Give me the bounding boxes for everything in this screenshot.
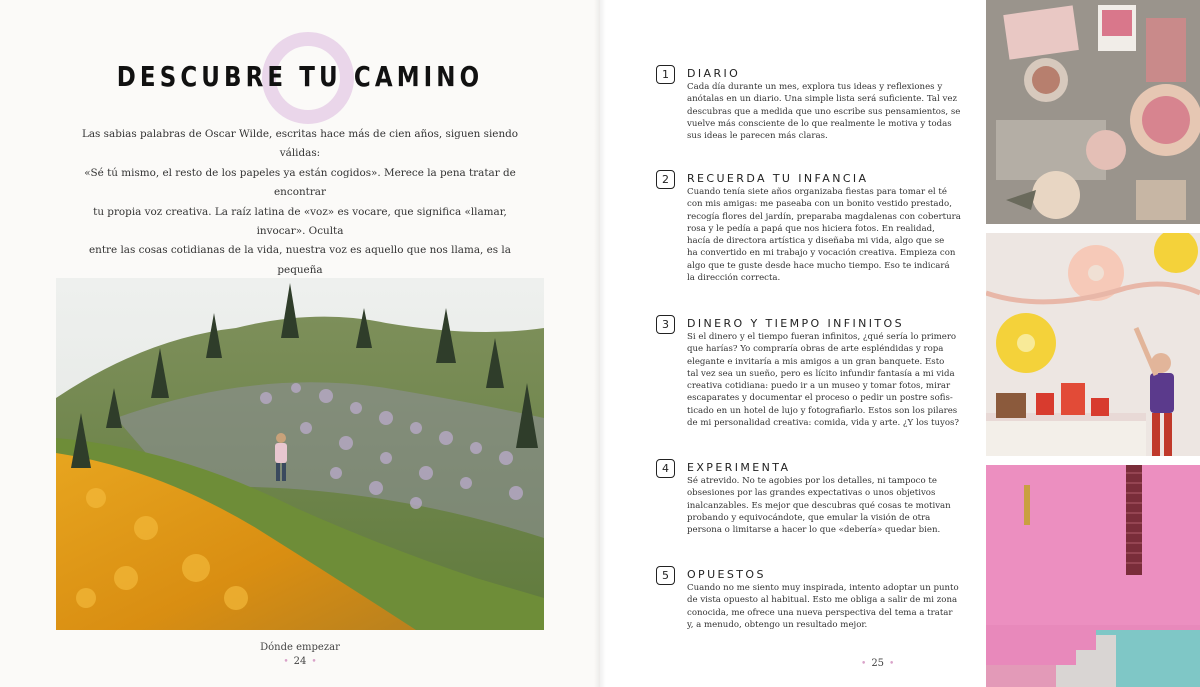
dot-icon: • (861, 659, 867, 669)
body-line: rosa y le pedía a papá que nos hiciera fotos. En realidad, (687, 223, 935, 234)
body-line: la dirección correcta. (687, 273, 781, 284)
section-body (687, 331, 965, 429)
section-heading: DINERO Y TIEMPO INFINITOS (687, 317, 904, 330)
section-heading: DIARIO (687, 67, 741, 80)
body-line: tal vez sea un sueño, pero es lícito infundir fantasía a mi vida (687, 368, 955, 379)
title-block (0, 42, 600, 122)
body-line: elegante e invitaría a mis amigos a un gran banquete. Esto (687, 356, 945, 367)
section-number-box: 3 (656, 315, 675, 334)
page-number-right (856, 658, 899, 669)
party-boy-photo (986, 233, 1200, 456)
section-number-box: 1 (656, 65, 675, 84)
section-body (687, 582, 965, 631)
page-number-left (0, 656, 600, 667)
body-line: inalcanzables. Es mejor que descubras qué cosas te motivan (687, 500, 951, 511)
section-body (687, 186, 965, 284)
body-line: Cada día durante un mes, explora tus ideas y reflexiones y (687, 82, 943, 92)
desk-flatlay-photo (986, 0, 1200, 224)
body-line: Cuando tenía siete años organizaba fiestas para tomar el té (687, 187, 947, 197)
body-line: Sé atrevido. No te agobies por los detalles, ni tampoco te (687, 476, 937, 486)
body-line: Si el dinero y el tiempo fueran infinitos, ¿qué sería lo primero (687, 332, 957, 342)
left-footer (0, 642, 600, 667)
body-line: algo que te guste desde hace mucho tiempo. Eso te indicará (687, 260, 950, 271)
body-line: ha convertido en mi trabajo y vocación creativa. Empieza con (687, 248, 956, 259)
body-line: de vista opuesto al habitual. Esto me obliga a salir de mi zona (687, 595, 958, 606)
section-heading: EXPERIMENTA (687, 461, 791, 474)
body-line: creativa cotidiana: puedo ir a un museo y tomar fotos, mirar (687, 381, 951, 392)
body-line: de mi personalidad creativa: comida, vida y arte. ¿Y los tuyos? (687, 418, 960, 429)
body-line: persona o limitarse a hacer lo que «debería» quedar bien. (687, 525, 941, 536)
body-line: y, a menudo, obtengo un resultado mejor. (687, 619, 868, 630)
body-line: Cuando no me siento muy inspirada, intento adoptar un punto (687, 583, 959, 593)
body-line: hacía de directora artística y diseñaba mi vida, algo que se (687, 236, 945, 247)
intro-line: Las sabias palabras de Oscar Wilde, escritas hace más de cien años, siguen siendo válidas: (81, 128, 519, 160)
body-line: anótalas en un diario. Una simple lista será suficiente. Tal vez (687, 94, 957, 105)
body-line: probando y equivocándote, que emular la visión de otra (687, 512, 931, 523)
body-line: vuelve más consciente de lo que realmente le motiva y todas (687, 118, 952, 129)
body-line: ticado en un hotel de lujo y fotografiarlo. Estos son los pilares (687, 405, 958, 416)
body-line: descubras que a medida que uno escribe sus pensamientos, se (687, 106, 961, 117)
section-heading: RECUERDA TU INFANCIA (687, 172, 869, 185)
dot-icon: • (311, 657, 317, 667)
body-line: sus ideas le parecen más claras. (687, 131, 828, 142)
body-line: con mis amigas: me paseaba con un bonito vestido prestado, (687, 199, 952, 210)
intro-line: «Sé tú mismo, el resto de los papeles ya están cogidos». Merece la pena tratar de encontrar (84, 166, 516, 199)
body-line: obsesiones por las grandes expectativas o unos objetivos (687, 488, 936, 499)
section-body (687, 81, 965, 142)
body-line: que harías? Yo compraría obras de arte espléndidas y ropa (687, 344, 944, 355)
body-line: conocida, me ofrece una nueva perspectiva del tema a tratar (687, 607, 953, 618)
section-number-box: 5 (656, 566, 675, 585)
intro-line: entre las cosas cotidianas de la vida, nuestra voz es aquello que nos llama, es la pequeña (89, 244, 511, 276)
intro-line: tu propia voz creativa. La raíz latina de «voz» es vocare, que significa «llamar, invocar». Oculta (93, 205, 507, 238)
page-number-left-value: 24 (293, 656, 307, 667)
section-heading: OPUESTOS (687, 568, 766, 581)
hillside-flowers-photo (56, 278, 544, 630)
section-number-box: 2 (656, 170, 675, 189)
body-line: escaparates y documentar el proceso o pedir un postre sofis- (687, 393, 953, 404)
section-body (687, 475, 965, 536)
section-number-box: 4 (656, 459, 675, 478)
page-title: DESCUBRE TU CAMINO (116, 60, 484, 93)
page-number-right-value: 25 (871, 658, 885, 669)
dot-icon: • (889, 659, 895, 669)
photo-column (986, 0, 1200, 687)
page-gutter (594, 0, 606, 687)
pink-wall-photo (986, 465, 1200, 687)
body-line: recogía flores del jardín, preparaba magdalenas con cobertura (687, 211, 961, 222)
dot-icon: • (283, 657, 289, 667)
chapter-name: Dónde empezar (260, 642, 340, 653)
